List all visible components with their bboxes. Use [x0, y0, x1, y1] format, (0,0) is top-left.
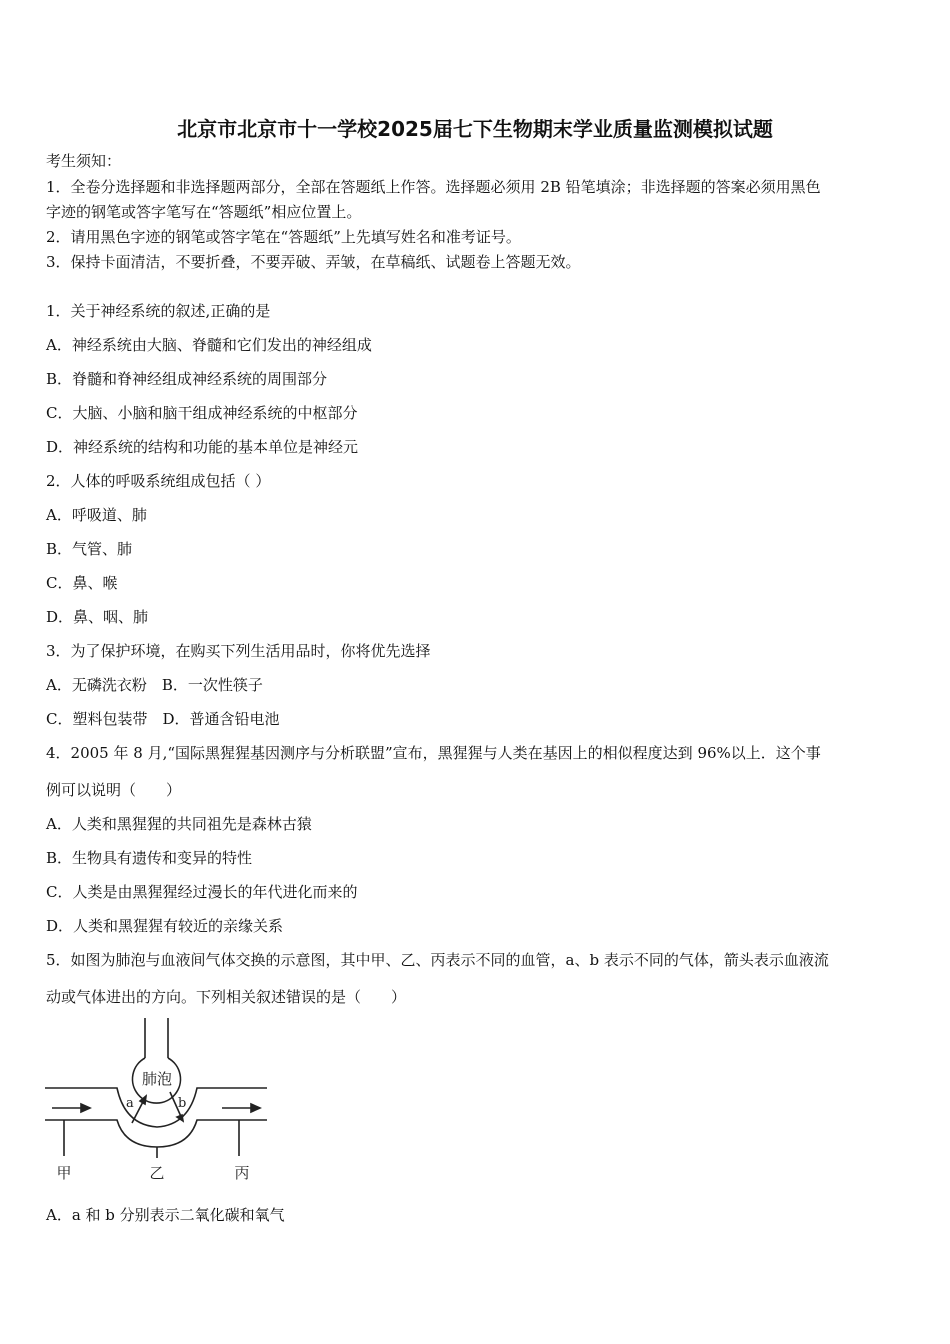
vessel-lower-wall — [45, 1120, 267, 1147]
label-a: a — [126, 1096, 134, 1111]
label-bing: 丙 — [234, 1164, 250, 1182]
question-stem: 3．为了保护环境，在购买下列生活用品时，你将优先选择 — [46, 642, 431, 660]
option: A．无磷洗衣粉 B．一次性筷子 — [46, 676, 263, 694]
option: B．脊髓和脊神经组成神经系统的周围部分 — [46, 370, 328, 388]
option: C．大脑、小脑和脑干组成神经系统的中枢部分 — [46, 404, 358, 422]
page-title: 北京市北京市十一学校2025届七下生物期末学业质量监测模拟试题 — [177, 117, 773, 141]
question-stem: 动或气体进出的方向。下列相关叙述错误的是（ ） — [46, 988, 407, 1006]
notice-line: 字迹的钢笔或答字笔写在“答题纸”相应位置上。 — [46, 203, 362, 221]
option: C．人类是由黑猩猩经过漫长的年代进化而来的 — [46, 883, 358, 901]
option: D．鼻、咽、肺 — [46, 608, 149, 626]
question-stem: 1．关于神经系统的叙述,正确的是 — [46, 302, 271, 320]
option: D．人类和黑猩猩有较近的亲缘关系 — [46, 917, 284, 935]
question-stem: 4．2005 年 8 月,“国际黑猩猩基因测序与分析联盟”宣布，黑猩猩与人类在基因上的相似程度达到 96%以上．这个事 — [46, 744, 821, 762]
option: B．生物具有遗传和变异的特性 — [46, 849, 253, 867]
label-yi: 乙 — [149, 1164, 165, 1182]
notice-heading: 考生须知： — [46, 152, 122, 170]
airway-tube — [145, 1018, 168, 1058]
option: D．神经系统的结构和功能的基本单位是神经元 — [46, 438, 359, 456]
option: A．人类和黑猩猩的共同祖先是森林古猿 — [46, 815, 312, 833]
label-jia: 甲 — [56, 1164, 72, 1182]
label-b: b — [178, 1096, 187, 1111]
question-stem: 例可以说明（ ） — [46, 781, 182, 799]
option: C．鼻、喉 — [46, 574, 118, 592]
label-alveolus: 肺泡 — [141, 1070, 173, 1088]
option: A．呼吸道、肺 — [46, 506, 147, 524]
option: A．神经系统由大脑、脊髓和它们发出的神经组成 — [46, 336, 372, 354]
notice-line: 1．全卷分选择题和非选择题两部分，全部在答题纸上作答。选择题必须用 2B 铅笔填涂；非选择题的答案必须用黑色 — [46, 178, 821, 196]
notice-line: 3．保持卡面清洁，不要折叠，不要弄破、弄皱，在草稿纸、试题卷上答题无效。 — [46, 253, 581, 271]
notice-line: 2．请用黑色字迹的钢笔或答字笔在“答题纸”上先填写姓名和准考证号。 — [46, 228, 521, 246]
question-stem: 2．人体的呼吸系统组成包括（ ） — [46, 472, 271, 490]
option: C．塑料包装带 D．普通含铅电池 — [46, 710, 280, 728]
question-stem: 5．如图为肺泡与血液间气体交换的示意图，其中甲、乙、丙表示不同的血管，a、b 表示不同的气体，箭头表示血液流 — [46, 951, 829, 969]
option: B．气管、肺 — [46, 540, 133, 558]
option: A．a 和 b 分别表示二氧化碳和氧气 — [46, 1206, 285, 1224]
